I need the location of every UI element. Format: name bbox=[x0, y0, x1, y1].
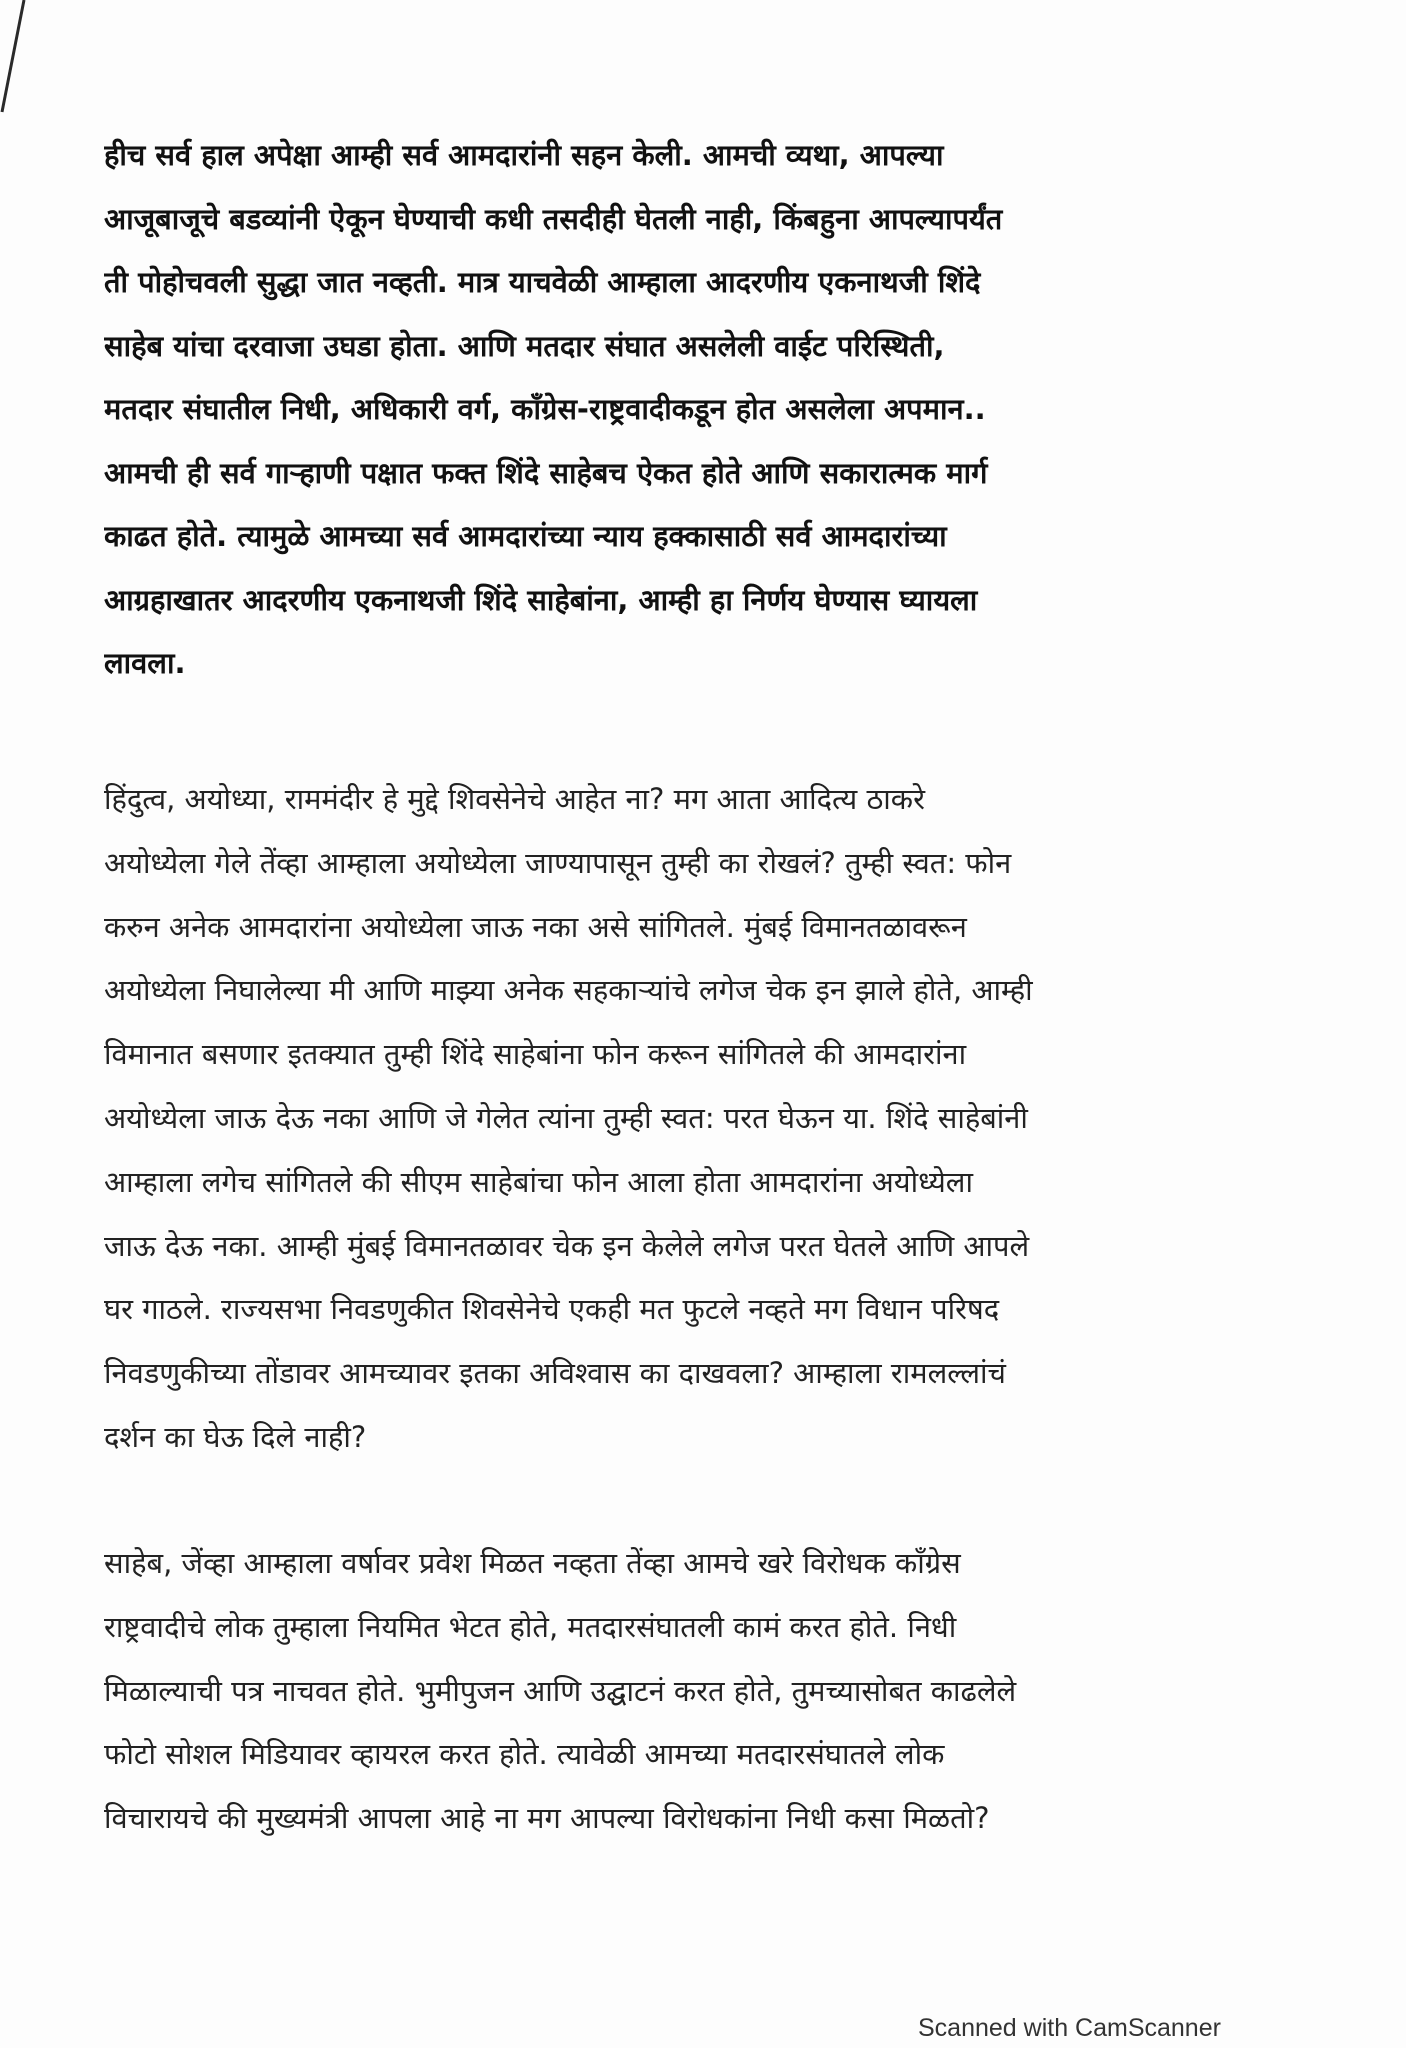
text-line: करुन अनेक आमदारांना अयोध्येला जाऊ नका असे सांगितले. मुंबई विमानतळावरून bbox=[104, 909, 967, 944]
text-line: निवडणुकीच्या तोंडावर आमच्यावर इतका अविश्वास का दाखवला? आम्हाला रामलल्लांचं bbox=[104, 1356, 1006, 1391]
text-line: आजूबाजूचे बडव्यांनी ऐकून घेण्याची कधी तसदीही घेतली नाही, किंबहुना आपल्यापर्यंत bbox=[104, 201, 1003, 236]
text-line: हीच सर्व हाल अपेक्षा आम्ही सर्व आमदारांनी सहन केली. आमची व्यथा, आपल्या bbox=[104, 138, 944, 172]
text-line: घर गाठले. राज्यसभा निवडणुकीत शिवसेनेचे एकही मत फुटले नव्हते मग विधान परिषद bbox=[104, 1292, 1000, 1327]
text-line: लावला. bbox=[104, 646, 186, 680]
text-line: जाऊ देऊ नका. आम्ही मुंबई विमानतळावर चेक इन केलेले लगेज परत घेतले आणि आपले bbox=[104, 1228, 1030, 1263]
text-line: ती पोहोचवली सुद्धा जात नव्हती. मात्र याचवेळी आम्हाला आदरणीय एकनाथजी शिंदे bbox=[104, 265, 981, 299]
text-line: हिंदुत्व, अयोध्या, राममंदीर हे मुद्दे शिवसेनेचे आहेत ना? मग आता आदित्य ठाकरे bbox=[104, 782, 925, 816]
camscanner-watermark: Scanned with CamScanner bbox=[918, 2014, 1221, 2042]
text-line: साहेब, जेंव्हा आम्हाला वर्षावर प्रवेश मिळत नव्हता तेंव्हा आमचे खरे विरोधक काँग्रेस bbox=[104, 1546, 961, 1580]
text-line: दर्शन का घेऊ दिले नाही? bbox=[104, 1419, 367, 1454]
text-line: आग्रहाखातर आदरणीय एकनाथजी शिंदे साहेबांना, आम्ही हा निर्णय घेण्यास घ्यायला bbox=[104, 582, 978, 617]
text-line: आमची ही सर्व गाऱ्हाणी पक्षात फक्त शिंदे साहेबच ऐकत होते आणि सकारात्मक मार्ग bbox=[104, 455, 988, 490]
text-line: राष्ट्रवादीचे लोक तुम्हाला नियमित भेटत होते, मतदारसंघातली कामं करत होते. निधी bbox=[104, 1609, 957, 1644]
text-line: मतदार संघातील निधी, अधिकारी वर्ग, काँग्रेस-राष्ट्रवादीकडून होत असलेला अपमान.. bbox=[104, 392, 986, 426]
text-line: अयोध्येला निघालेल्या मी आणि माझ्या अनेक सहकाऱ्यांचे लगेज चेक इन झाले होते, आम्ही bbox=[104, 973, 1033, 1008]
text-line: मिळाल्याची पत्र नाचवत होते. भुमीपुजन आणि उद्घाटनं करत होते, तुमच्यासोबत काढलेले bbox=[104, 1673, 1017, 1708]
text-line: विचारायचे की मुख्यमंत्री आपला आहे ना मग आपल्या विरोधकांना निधी कसा मिळतो? bbox=[104, 1801, 990, 1836]
text-line: साहेब यांचा दरवाजा उघडा होता. आणि मतदार संघात असलेली वाईट परिस्थिती, bbox=[104, 328, 945, 363]
text-line: फोटो सोशल मिडियावर व्हायरल करत होते. त्यावेळी आमच्या मतदारसंघातले लोक bbox=[104, 1737, 945, 1772]
text-line: अयोध्येला गेले तेंव्हा आम्हाला अयोध्येला जाण्यापासून तुम्ही का रोखलं? तुम्ही स्वत: फोन bbox=[104, 845, 1012, 880]
page-corner-fold-mark bbox=[0, 0, 40, 120]
paragraph-2 bbox=[104, 768, 1294, 1470]
paragraph-3 bbox=[104, 1532, 1294, 1851]
text-line: काढत होते. त्यामुळे आमच्या सर्व आमदारांच्या न्याय हक्कासाठी सर्व आमदारांच्या bbox=[104, 519, 947, 553]
text-line: विमानात बसणार इतक्यात तुम्ही शिंदे साहेबांना फोन करून सांगितले की आमदारांना bbox=[104, 1037, 967, 1072]
text-line: अयोध्येला जाऊ देऊ नका आणि जे गेलेत त्यांना तुम्ही स्वत: परत घेऊन या. शिंदे साहेबांनी bbox=[104, 1100, 1028, 1135]
text-line: आम्हाला लगेच सांगितले की सीएम साहेबांचा फोन आला होता आमदारांना अयोध्येला bbox=[104, 1164, 973, 1199]
paragraph-1 bbox=[104, 124, 1294, 696]
